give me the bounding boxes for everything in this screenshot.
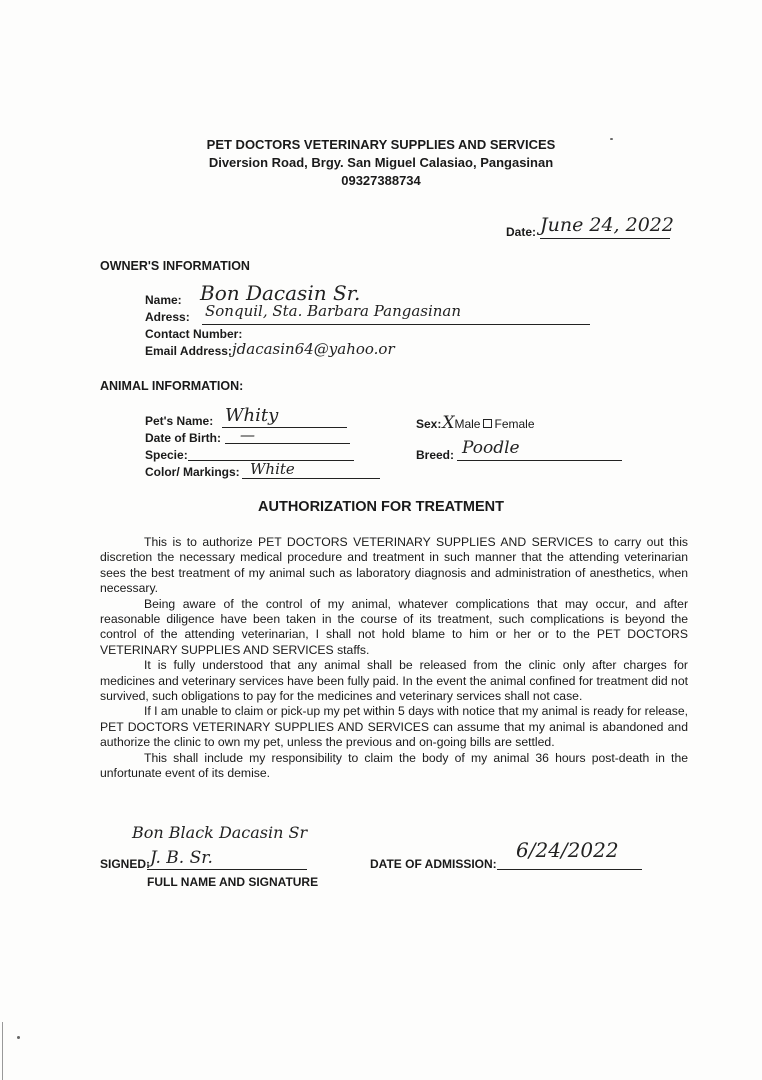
signature-caption: FULL NAME AND SIGNATURE [147, 875, 319, 889]
business-address: Diversion Road, Brgy. San Miguel Calasiao, Pangasinan [208, 155, 554, 170]
dob-label: Date of Birth: [145, 431, 221, 445]
authorization-title: AUTHORIZATION FOR TREATMENT [258, 499, 504, 515]
owner-address-underline [202, 324, 590, 325]
authorization-body [100, 535, 688, 782]
email-value: jdacasin64@yahoo.or [232, 340, 395, 358]
animal-section-title: ANIMAL INFORMATION: [100, 379, 244, 393]
owner-section-title: OWNER'S INFORMATION [100, 259, 250, 273]
sex-female-option: Female [494, 417, 535, 431]
authorization-paragraph: It is fully understood that any animal shall be released from the clinic only after charges for medicines and veterinary services have been fully paid. In the event the animal confined for treatment did not survived, such obligations to pay for the medicines and veterinary services shall not case. [100, 658, 688, 704]
date-label: Date: [506, 225, 537, 239]
authorization-paragraph: Being aware of the control of my animal, whatever complications that may occur, and after reasonable diligence have been taken in the course of its treatment, such complications is beyond the control of the attending veterinarian, I shall not hold blame to him or her or to the PET DOCTORS VETERINARY SUPPLIES AND SERVICES staffs. [100, 596, 688, 657]
date-value: June 24, 2022 [540, 214, 674, 236]
owner-name-label: Name: [145, 293, 182, 307]
business-name: PET DOCTORS VETERINARY SUPPLIES AND SERVICES [206, 137, 556, 152]
breed-label: Breed: [416, 448, 455, 462]
pet-name-value: Whity [225, 405, 279, 426]
contact-number-label: Contact Number: [145, 327, 243, 341]
signature-underline [147, 869, 307, 870]
date-underline [540, 238, 670, 239]
dob-value: — [240, 426, 255, 444]
scan-edge [2, 1022, 3, 1080]
business-phone: 09327388734 [341, 173, 421, 188]
dob-underline [225, 443, 350, 444]
admission-date-value: 6/24/2022 [516, 838, 619, 862]
sex-label: Sex: [416, 417, 442, 431]
sex-checkmark: X [442, 413, 455, 433]
sex-field [416, 413, 535, 433]
color-label: Color/ Markings: [145, 465, 240, 479]
owner-address-label: Adress: [145, 310, 190, 324]
signature-initials: J. B. Sr. [150, 848, 213, 868]
specie-label: Specie: [145, 448, 188, 462]
breed-value: Poodle [462, 438, 520, 458]
authorization-paragraph: This is to authorize PET DOCTORS VETERINARY SUPPLIES AND SERVICES to carry out this discretion the necessary medical procedure and treatment in such manner that the attending veterinarian sees the best treatment of my animal such as laboratory diagnosis and administration of anesthetics, when necessary. [100, 535, 688, 596]
breed-underline [457, 460, 622, 461]
admission-date-underline [497, 869, 642, 870]
email-label: Email Address: [145, 344, 232, 358]
sex-female-checkbox [483, 419, 492, 428]
authorization-paragraph: If I am unable to claim or pick-up my pet within 5 days with notice that my animal is ready for release, PET DOCTORS VETERINARY SUPPLIES AND SERVICES can assume that my animal is abandoned and authorize the clinic to own my pet, unless the previous and on-going bills are settled. [100, 704, 688, 750]
admission-date-label: DATE OF ADMISSION: [370, 857, 497, 871]
handwritten-signature-name: Bon Black Dacasin Sr [132, 823, 308, 842]
owner-name-value: Bon Dacasin Sr. [200, 281, 361, 305]
pet-name-label: Pet's Name: [145, 414, 214, 428]
signed-label: SIGNED: [100, 857, 151, 871]
color-value: White [250, 460, 295, 478]
authorization-paragraph: This shall include my responsibility to claim the body of my animal 36 hours post-death in the unfortunate event of its demise. [100, 750, 688, 781]
color-underline [242, 478, 380, 479]
scan-speck [610, 138, 613, 140]
sex-male-option: Male [454, 417, 481, 431]
owner-address-value: Sonquil, Sta. Barbara Pangasinan [205, 302, 462, 320]
scan-speck [17, 1036, 20, 1039]
